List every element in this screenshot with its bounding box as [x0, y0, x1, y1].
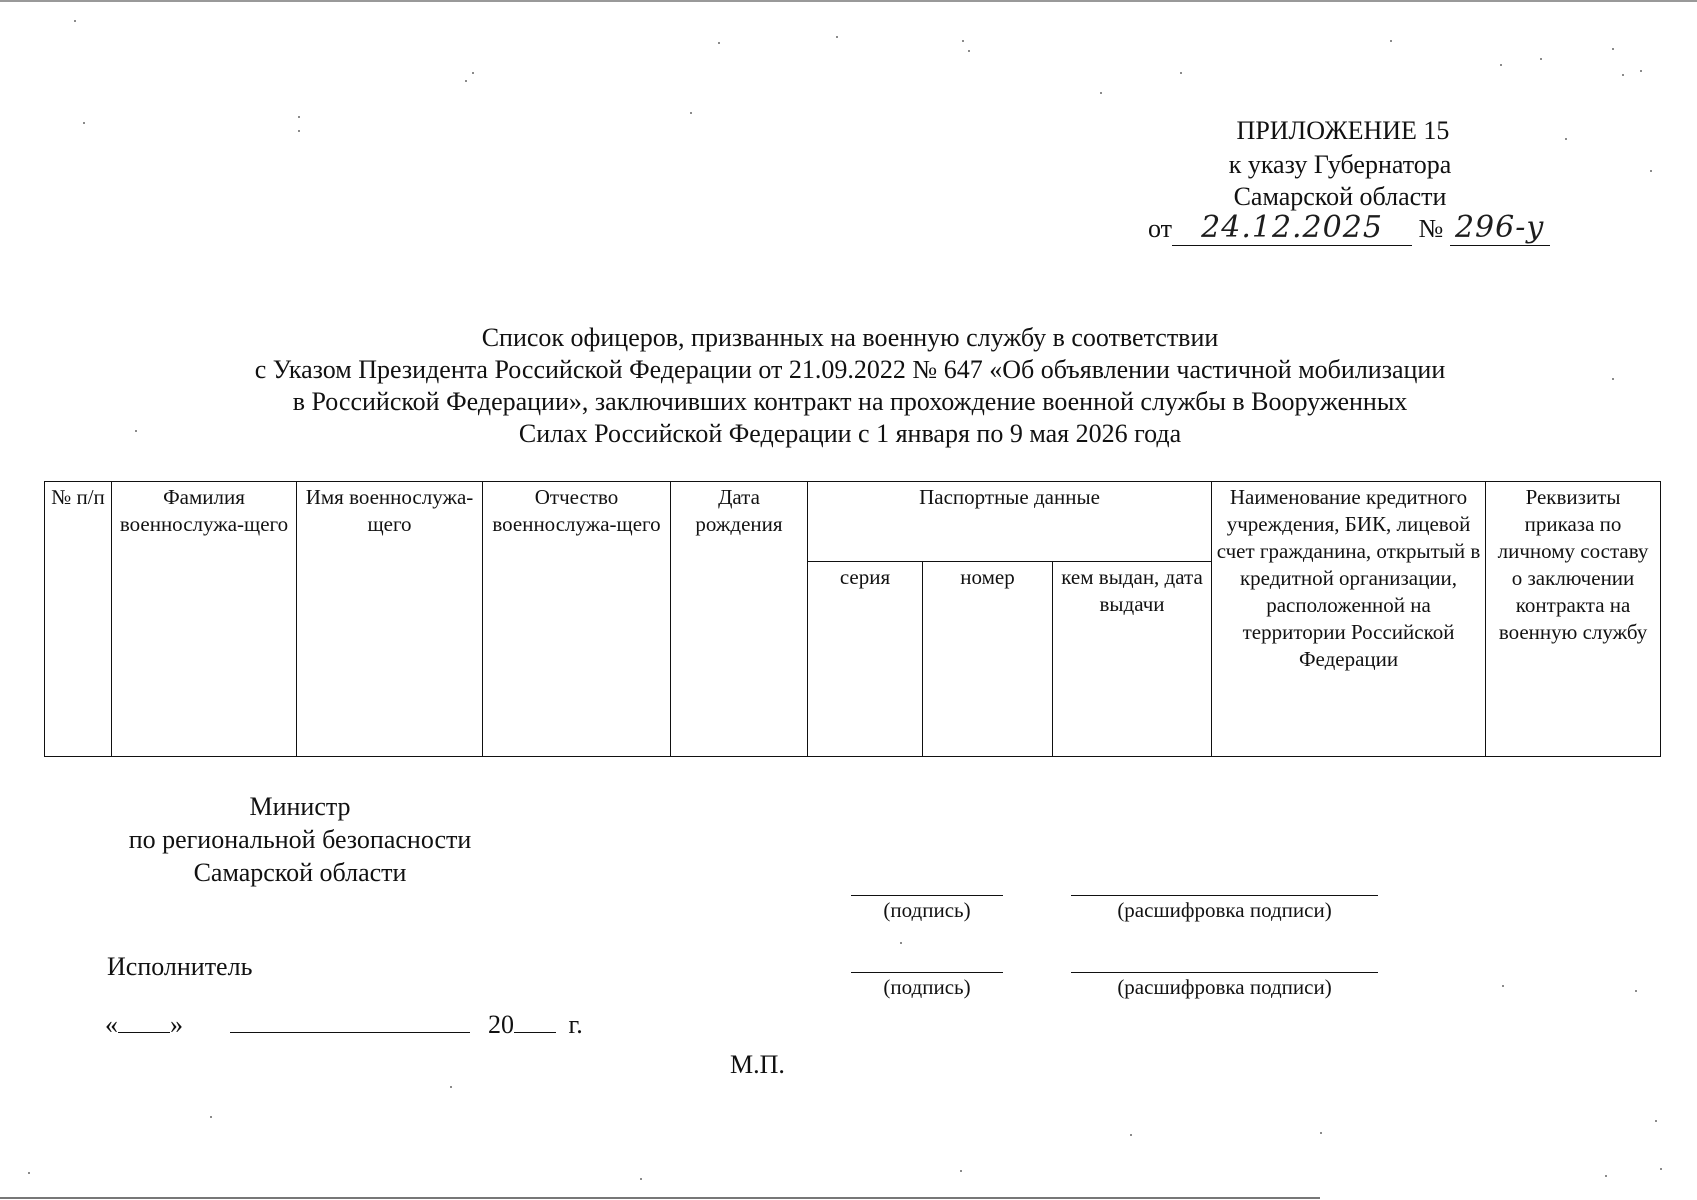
number-label: №	[1418, 214, 1444, 243]
minister-line-1: Министр	[249, 792, 351, 821]
col-header-bank: Наименование кредитного учреждения, БИК, лицевой счет гражданина, открытый в кредитной организации, расположенной на территории Российской Федерации	[1212, 482, 1486, 757]
scan-edge-bottom	[0, 1197, 1320, 1199]
col-header-order: Реквизиты приказа по личному составу о заключении контракта на военную службу	[1486, 482, 1661, 757]
appendix-region-line: Самарской области	[1233, 182, 1447, 211]
decree-number-handwritten: 296-у	[1450, 210, 1550, 246]
executor-signature-line	[851, 972, 1003, 973]
year-prefix: 20	[488, 1010, 514, 1039]
scan-edge-top	[0, 0, 1697, 2]
col-header-passport-series: серия	[808, 562, 923, 757]
minister-position	[100, 790, 500, 889]
decree-date-handwritten: 24.12.2025	[1172, 210, 1412, 246]
col-header-name: Имя военнослужа-щего	[297, 482, 483, 757]
minister-line-2: по региональной безопасности	[128, 825, 472, 854]
minister-decoding-line	[1071, 895, 1378, 896]
day-blank	[118, 1008, 170, 1033]
col-header-passport: Паспортные данные	[808, 482, 1212, 562]
date-label: от	[1148, 214, 1173, 243]
minister-signature-caption: (подпись)	[883, 898, 971, 922]
executor-decoding-caption: (расшифровка подписи)	[1117, 975, 1332, 999]
date-close-quote: »	[170, 1010, 183, 1039]
title-line-4: Силах Российской Федерации с 1 января по 9 мая 2026 года	[518, 419, 1182, 448]
appendix-decree-line: к указу Губернатора	[1228, 150, 1452, 179]
signing-date-line	[105, 1008, 583, 1040]
year-suffix: г.	[568, 1010, 583, 1039]
title-line-1: Список офицеров, призванных на военную службу в соответствии	[481, 323, 1219, 352]
executor-decoding-line	[1071, 972, 1378, 973]
title-line-3: в Российской Федерации», заключивших контракт на прохождение военной службы в Вооруженных	[292, 387, 1408, 416]
minister-decoding-caption: (расшифровка подписи)	[1117, 898, 1332, 922]
col-header-passport-number: номер	[923, 562, 1053, 757]
appendix-number: ПРИЛОЖЕНИЕ 15	[1236, 116, 1450, 145]
col-header-num: № п/п	[45, 482, 112, 757]
col-header-birth-date: Дата рождения	[671, 482, 808, 757]
col-header-passport-issued: кем выдан, дата выдачи	[1053, 562, 1212, 757]
date-open-quote: «	[105, 1010, 118, 1039]
month-blank	[230, 1008, 470, 1033]
document-title	[100, 322, 1600, 450]
officers-table	[44, 481, 1661, 757]
stamp-place-label: М.П.	[730, 1050, 785, 1079]
year-blank	[514, 1008, 556, 1033]
executor-label: Исполнитель	[107, 952, 253, 981]
col-header-patronymic: Отчество военнослужа-щего	[483, 482, 671, 757]
col-header-surname: Фамилия военнослужа-щего	[112, 482, 297, 757]
executor-signature-caption: (подпись)	[883, 975, 971, 999]
title-line-2: с Указом Президента Российской Федерации от 21.09.2022 № 647 «Об объявлении частичной мобилизации	[254, 355, 1446, 384]
minister-signature-line	[851, 895, 1003, 896]
minister-line-3: Самарской области	[193, 858, 407, 887]
decree-date-line	[1148, 210, 1550, 246]
